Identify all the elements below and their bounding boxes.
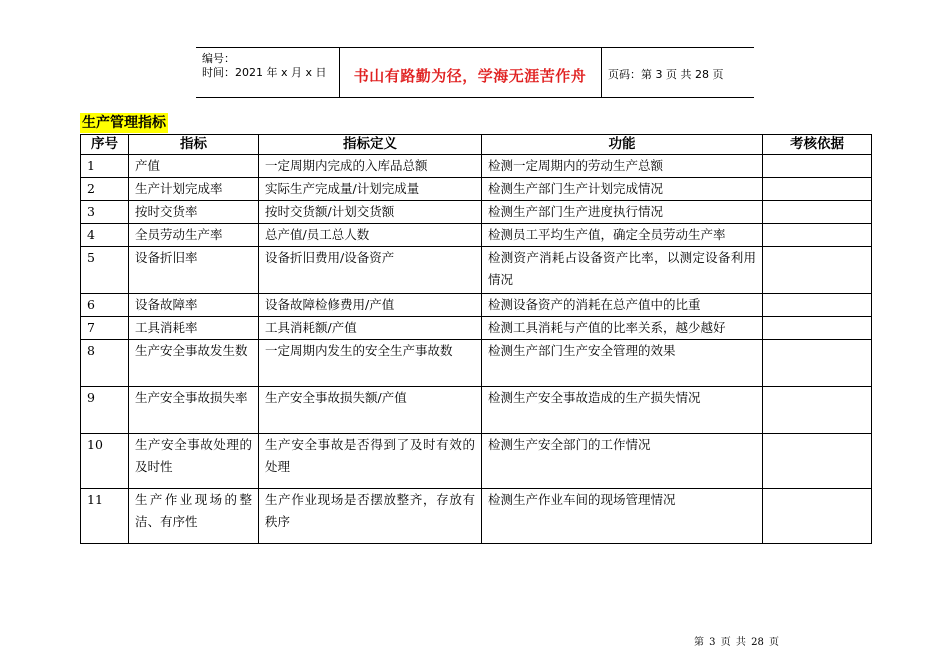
cell-no bbox=[81, 489, 129, 544]
cell-function-text: 检测员工平均生产值，确定全员劳动生产率 bbox=[488, 227, 726, 242]
cell-function bbox=[482, 247, 763, 294]
cell-definition bbox=[259, 434, 482, 489]
cell-indicator-text: 工具消耗率 bbox=[135, 320, 198, 335]
cell-no bbox=[81, 178, 129, 201]
header-definition: 指标定义 bbox=[259, 135, 482, 155]
cell-definition bbox=[259, 489, 482, 544]
code-label: 编号： bbox=[202, 52, 235, 65]
cell-definition-text: 工具消耗额/产值 bbox=[265, 320, 357, 335]
cell-no-text: 8 bbox=[87, 343, 95, 358]
cell-definition bbox=[259, 340, 482, 387]
cell-no-text: 9 bbox=[87, 390, 95, 405]
cell-basis bbox=[763, 317, 872, 340]
cell-no-text: 2 bbox=[87, 181, 95, 196]
cell-no bbox=[81, 155, 129, 178]
table-row bbox=[81, 340, 872, 387]
cell-definition bbox=[259, 247, 482, 294]
cell-function-text: 检测生产部门生产计划完成情况 bbox=[488, 181, 664, 196]
cell-no bbox=[81, 224, 129, 247]
cell-function bbox=[482, 224, 763, 247]
cell-definition-text: 设备折旧费用/设备资产 bbox=[265, 250, 395, 265]
cell-function-text: 检测生产部门生产进度执行情况 bbox=[488, 204, 664, 219]
header-motto-cell bbox=[339, 48, 602, 97]
cell-function bbox=[482, 294, 763, 317]
cell-basis bbox=[763, 201, 872, 224]
cell-definition-text: 生产作业现场是否摆放整齐，存放有秩序 bbox=[265, 492, 475, 529]
cell-function bbox=[482, 178, 763, 201]
cell-no-text: 6 bbox=[87, 297, 95, 312]
cell-function bbox=[482, 201, 763, 224]
cell-no bbox=[81, 201, 129, 224]
cell-basis bbox=[763, 247, 872, 294]
cell-indicator-text: 生产安全事故损失率 bbox=[135, 390, 248, 405]
cell-function-text: 检测资产消耗占设备资产比率，以测定设备利用情况 bbox=[488, 250, 756, 287]
cell-definition-text: 实际生产完成量/计划完成量 bbox=[265, 181, 420, 196]
cell-indicator-text: 生产安全事故处理的及时性 bbox=[135, 437, 252, 474]
cell-function-text: 检测设备资产的消耗在总产值中的比重 bbox=[488, 297, 701, 312]
cell-function bbox=[482, 434, 763, 489]
cell-no-text: 7 bbox=[87, 320, 95, 335]
header-indicator: 指标 bbox=[129, 135, 259, 155]
cell-function-text: 检测生产部门生产安全管理的效果 bbox=[488, 343, 676, 358]
cell-function-text: 检测生产安全部门的工作情况 bbox=[488, 437, 651, 452]
cell-no bbox=[81, 247, 129, 294]
time-label: 时间：2021 年 x 月 x 日 bbox=[202, 66, 327, 79]
table-row bbox=[81, 387, 872, 434]
cell-basis bbox=[763, 178, 872, 201]
page-footer: 第 3 页 共 28 页 bbox=[694, 637, 779, 648]
cell-function bbox=[482, 387, 763, 434]
cell-indicator bbox=[129, 294, 259, 317]
cell-function bbox=[482, 317, 763, 340]
table-row bbox=[81, 489, 872, 544]
header-function: 功能 bbox=[482, 135, 763, 155]
cell-no-text: 4 bbox=[87, 227, 95, 242]
cell-indicator bbox=[129, 201, 259, 224]
cell-no bbox=[81, 387, 129, 434]
table-row bbox=[81, 201, 872, 224]
cell-no bbox=[81, 340, 129, 387]
cell-definition-text: 一定周期内完成的入库品总额 bbox=[265, 158, 428, 173]
cell-function-text: 检测生产安全事故造成的生产损失情况 bbox=[488, 390, 701, 405]
cell-definition bbox=[259, 201, 482, 224]
page-number-label: 页码：第 3 页 共 28 页 bbox=[608, 68, 724, 81]
cell-definition-text: 设备故障检修费用/产值 bbox=[265, 297, 395, 312]
table-row bbox=[81, 317, 872, 340]
cell-basis bbox=[763, 294, 872, 317]
section-title: 生产管理指标 bbox=[82, 115, 166, 131]
table-row bbox=[81, 224, 872, 247]
cell-definition-text: 生产安全事故损失额/产值 bbox=[265, 390, 407, 405]
cell-indicator bbox=[129, 489, 259, 544]
header-info-cell bbox=[196, 48, 340, 97]
table-row bbox=[81, 247, 872, 294]
cell-definition bbox=[259, 294, 482, 317]
cell-function bbox=[482, 155, 763, 178]
table-row bbox=[81, 155, 872, 178]
cell-indicator bbox=[129, 434, 259, 489]
cell-indicator bbox=[129, 340, 259, 387]
cell-indicator-text: 生产作业现场的整洁、有序性 bbox=[135, 492, 252, 529]
cell-indicator bbox=[129, 317, 259, 340]
table-row bbox=[81, 294, 872, 317]
cell-indicator-text: 全员劳动生产率 bbox=[135, 227, 223, 242]
cell-no-text: 10 bbox=[87, 437, 103, 452]
cell-no-text: 5 bbox=[87, 250, 95, 265]
cell-function-text: 检测一定周期内的劳动生产总额 bbox=[488, 158, 664, 173]
cell-definition bbox=[259, 155, 482, 178]
cell-definition-text: 总产值/员工总人数 bbox=[265, 227, 370, 242]
cell-definition-text: 生产安全事故是否得到了及时有效的处理 bbox=[265, 437, 475, 474]
header-page-cell bbox=[602, 48, 754, 97]
cell-indicator bbox=[129, 387, 259, 434]
cell-indicator bbox=[129, 155, 259, 178]
cell-indicator-text: 生产安全事故发生数 bbox=[135, 343, 248, 358]
cell-indicator bbox=[129, 247, 259, 294]
cell-basis bbox=[763, 155, 872, 178]
cell-function-text: 检测生产作业车间的现场管理情况 bbox=[488, 492, 676, 507]
cell-indicator-text: 生产计划完成率 bbox=[135, 181, 223, 196]
cell-basis bbox=[763, 387, 872, 434]
table-row bbox=[81, 434, 872, 489]
cell-no bbox=[81, 434, 129, 489]
cell-no bbox=[81, 294, 129, 317]
cell-indicator-text: 设备故障率 bbox=[135, 297, 198, 312]
cell-definition-text: 一定周期内发生的安全生产事故数 bbox=[265, 343, 453, 358]
page-header bbox=[196, 47, 754, 98]
cell-definition bbox=[259, 387, 482, 434]
cell-no bbox=[81, 317, 129, 340]
cell-no-text: 3 bbox=[87, 204, 95, 219]
cell-basis bbox=[763, 340, 872, 387]
cell-basis bbox=[763, 434, 872, 489]
cell-basis bbox=[763, 224, 872, 247]
cell-definition bbox=[259, 178, 482, 201]
cell-indicator bbox=[129, 224, 259, 247]
indicator-table bbox=[80, 134, 872, 544]
cell-definition bbox=[259, 224, 482, 247]
cell-indicator bbox=[129, 178, 259, 201]
cell-no-text: 1 bbox=[87, 158, 95, 173]
cell-basis bbox=[763, 489, 872, 544]
cell-function-text: 检测工具消耗与产值的比率关系，越少越好 bbox=[488, 320, 726, 335]
cell-indicator-text: 设备折旧率 bbox=[135, 250, 198, 265]
table-header-row bbox=[81, 135, 872, 155]
cell-indicator-text: 产值 bbox=[135, 158, 161, 173]
header-no: 序号 bbox=[81, 135, 129, 155]
cell-definition bbox=[259, 317, 482, 340]
table-row bbox=[81, 178, 872, 201]
cell-indicator-text: 按时交货率 bbox=[135, 204, 198, 219]
header-basis: 考核依据 bbox=[763, 135, 872, 155]
cell-function bbox=[482, 340, 763, 387]
cell-no-text: 11 bbox=[87, 492, 103, 507]
cell-definition-text: 按时交货额/计划交货额 bbox=[265, 204, 395, 219]
table-body bbox=[81, 155, 872, 544]
motto-text: 书山有路勤为径，学海无涯苦作舟 bbox=[353, 67, 587, 85]
cell-function bbox=[482, 489, 763, 544]
